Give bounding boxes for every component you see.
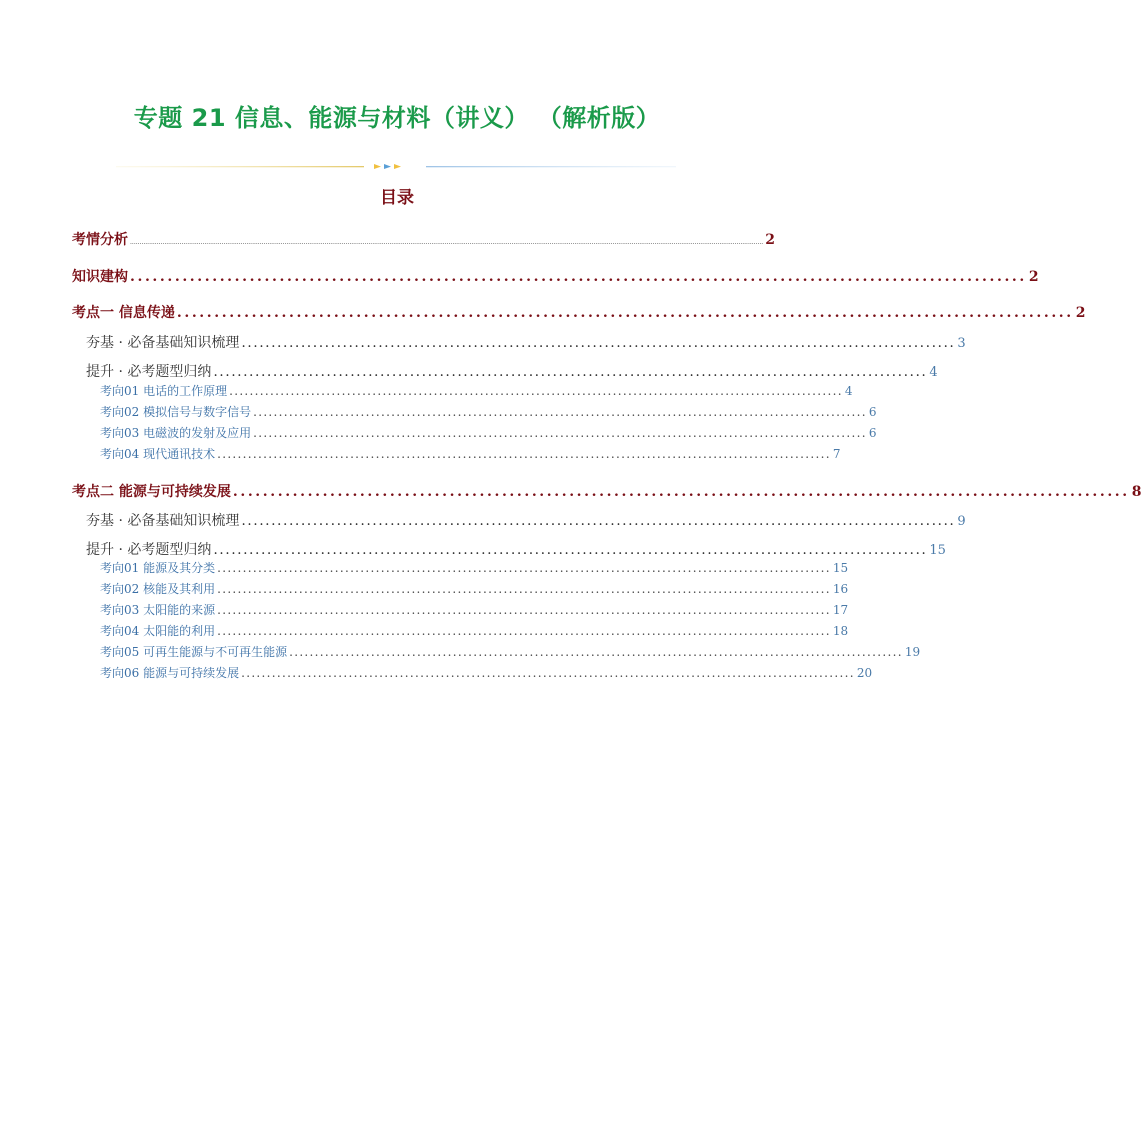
toc-page-number: 4 <box>844 384 853 398</box>
toc-page-number: 4 <box>929 365 938 380</box>
toc-entry[interactable] <box>100 643 921 660</box>
toc-heading: 目录 <box>380 188 414 208</box>
toc-entry[interactable] <box>72 481 1142 501</box>
toc-entry-label: 考情分析 <box>72 232 128 248</box>
toc-page-number: 8 <box>1131 484 1142 500</box>
toc-entry[interactable] <box>100 559 849 576</box>
toc-leader-dots: ........................................................................................................................ <box>213 542 928 558</box>
divider-right-line <box>426 166 676 167</box>
toc-page-number: 18 <box>832 624 849 638</box>
toc-leader-dots: ........................................................................................................................ <box>253 405 867 419</box>
toc-leader-dots: ........................................................................................................................ <box>241 666 855 680</box>
toc-page-number: 6 <box>868 426 877 440</box>
toc-leader-dots: ........................................................................................................................ <box>213 364 928 380</box>
toc-entry-label: 考点二 能源与可持续发展 <box>72 484 231 500</box>
toc-page-number: 6 <box>868 405 877 419</box>
toc-entry-label: 知识建构 <box>72 269 128 285</box>
toc-entry-label: 提升 · 必考题型归纳 <box>86 364 212 380</box>
toc-page-number: 19 <box>904 645 921 659</box>
toc-entry-label: 考向05 可再生能源与不可再生能源 <box>100 645 288 659</box>
toc-entry-label: 夯基 · 必备基础知识梳理 <box>86 513 240 529</box>
toc-leader-dots: ........................................................................................................................ <box>217 447 831 461</box>
toc-entry-label: 考向03 电磁波的发射及应用 <box>100 426 252 440</box>
toc-entry[interactable] <box>100 382 853 399</box>
toc-leader-dots: ........................................................................................................................ <box>229 384 843 398</box>
toc-page-number: 7 <box>832 447 841 461</box>
toc-entry[interactable] <box>100 601 849 618</box>
toc-entry-label: 夯基 · 必备基础知识梳理 <box>86 335 240 351</box>
toc-entry-label: 考向06 能源与可持续发展 <box>100 666 240 680</box>
toc-page-number: 2 <box>765 232 775 248</box>
toc-entry-label: 考向02 模拟信号与数字信号 <box>100 405 252 419</box>
toc-page-number: 15 <box>929 543 946 558</box>
toc-entry-label: 考向01 能源及其分类 <box>100 561 216 575</box>
toc-entry-label: 考向01 电话的工作原理 <box>100 384 228 398</box>
toc-page-number: 20 <box>856 666 873 680</box>
toc-entry[interactable] <box>100 622 849 639</box>
divider-arrow-1 <box>374 164 381 169</box>
toc-entry[interactable] <box>100 445 841 462</box>
toc-leader-dots: ........................................................................................................................ <box>241 513 956 529</box>
toc-entry[interactable] <box>72 266 1039 286</box>
toc-entry-label: 考向03 太阳能的来源 <box>100 603 216 617</box>
toc-entry-label: 提升 · 必考题型归纳 <box>86 542 212 558</box>
toc-page-number: 9 <box>957 514 966 529</box>
toc-leader-dots: ........................................................................................................................ <box>217 624 831 638</box>
toc-page-number: 15 <box>832 561 849 575</box>
toc-entry[interactable] <box>86 361 938 381</box>
toc-entry[interactable] <box>86 332 966 352</box>
toc-entry-label: 考向02 核能及其利用 <box>100 582 216 596</box>
toc-entry[interactable] <box>86 510 966 530</box>
toc-entry-label: 考向04 太阳能的利用 <box>100 624 216 638</box>
toc-page-number: 2 <box>1028 269 1039 285</box>
toc-page-number: 17 <box>832 603 849 617</box>
divider-left-line <box>116 166 364 167</box>
toc-entry[interactable] <box>100 580 849 597</box>
toc-leader-dots: ........................................................................................................................ <box>217 582 831 596</box>
toc-entry[interactable] <box>100 424 877 441</box>
toc-leader-dots: ........................................................................................................................ <box>232 484 1130 500</box>
toc-page-number: 16 <box>832 582 849 596</box>
toc-entry-label: 考点一 信息传递 <box>72 305 175 321</box>
toc-entry[interactable] <box>100 403 877 420</box>
divider-arrow-3 <box>394 164 401 169</box>
toc-entry[interactable] <box>86 539 946 559</box>
toc-page-number: 2 <box>1075 305 1086 321</box>
toc-leader-dots: ........................................................................................................................ <box>130 269 1027 285</box>
title-divider <box>116 158 676 174</box>
toc-entry[interactable] <box>72 229 775 249</box>
toc-page-number: 3 <box>957 336 966 351</box>
document-title: 专题 21 信息、能源与材料（讲义） （解析版） <box>133 104 661 132</box>
toc-entry-label: 考向04 现代通讯技术 <box>100 447 216 461</box>
toc-leader-dots: ............................................................................................................................................................................................................................................................................................................................................ <box>130 239 764 246</box>
toc-entry[interactable] <box>100 664 873 681</box>
toc-leader-dots: ........................................................................................................................ <box>217 603 831 617</box>
toc-leader-dots: ........................................................................................................................ <box>253 426 867 440</box>
toc-leader-dots: ........................................................................................................................ <box>289 645 903 659</box>
toc-entry[interactable] <box>72 302 1086 322</box>
toc-leader-dots: ........................................................................................................................ <box>217 561 831 575</box>
toc-leader-dots: ........................................................................................................................ <box>241 335 956 351</box>
toc-leader-dots: ........................................................................................................................ <box>176 305 1074 321</box>
divider-arrow-2 <box>384 164 391 169</box>
